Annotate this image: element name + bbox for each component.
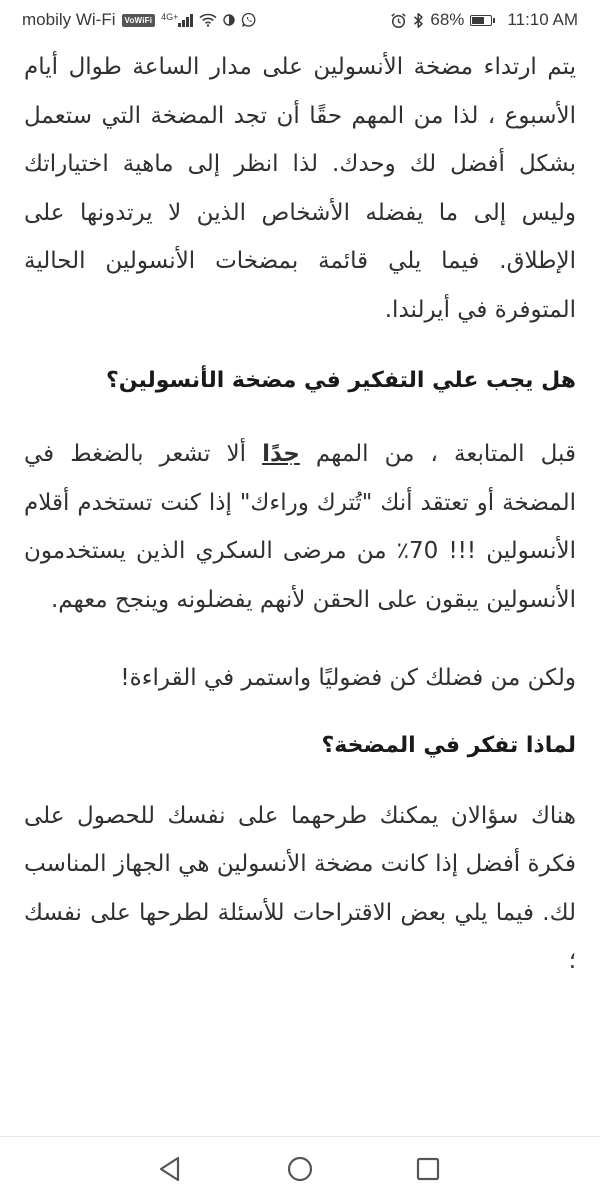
status-bar — [0, 0, 600, 40]
back-button[interactable] — [152, 1151, 188, 1187]
battery-percent: 68% — [430, 10, 465, 29]
whatsapp-icon — [241, 12, 257, 28]
data-saver-icon — [223, 14, 235, 26]
paragraph-text: ألا تشعر بالضغط في المضخة أو تعتقد أنك "تُترك وراءك" إذا كنت تستخدم أقلام الأنسولين !!! 70٪ من مرضى السكري الذين يستخدمون الأنسولين يبقون على الحقن لأنهم يفضلونه وينجح معهم. — [24, 441, 576, 613]
alarm-icon — [390, 12, 407, 29]
emphasis-text: جدًا — [262, 441, 300, 467]
home-button[interactable] — [282, 1151, 318, 1187]
bluetooth-icon — [413, 12, 424, 29]
navigation-bar — [0, 1136, 600, 1201]
back-triangle-icon — [157, 1155, 183, 1183]
recent-square-icon — [415, 1156, 441, 1182]
carrier-label: mobily Wi-Fi — [22, 10, 116, 29]
article-paragraph — [24, 430, 576, 624]
article-paragraph: ولكن من فضلك كن فضوليًا واستمر في القراءة! — [120, 665, 576, 691]
signal-icon — [161, 13, 193, 27]
battery-fill — [472, 17, 484, 24]
recent-apps-button[interactable] — [410, 1151, 446, 1187]
vowifi-badge: VoWiFi — [122, 14, 156, 27]
article-content — [24, 40, 576, 986]
article-paragraph: هناك سؤالان يمكنك طرحهما على نفسك للحصول على فكرة أفضل إذا كانت مضخة الأنسولين هي الجهاز المناسب لك. فيما يلي بعض الاقتراحات للأسئلة لطرحها على نفسك ؛ — [24, 802, 576, 974]
section-heading: لماذا تفكر في المضخة؟ — [321, 732, 576, 758]
clock: 11:10 AM — [507, 10, 578, 29]
status-left — [22, 10, 257, 30]
status-right — [390, 10, 578, 30]
home-circle-icon — [286, 1155, 314, 1183]
article-paragraph: يتم ارتداء مضخة الأنسولين على مدار الساعة طوال أيام الأسبوع ، لذا من المهم حقًا أن تجد المضخة التي ستعمل بشكل أفضل لك وحدك. لذا انظر إلى ماهية اختياراتك وليس إلى ما يفضله الأشخاص الذين لا يرتدونها على الإطلاق. فيما يلي قائمة بمضخات الأنسولين الحالية المتوفرة في أيرلندا. — [24, 54, 576, 323]
battery-icon — [470, 15, 495, 26]
network-type-label: 4G+ — [161, 12, 179, 22]
wifi-icon — [199, 13, 217, 27]
paragraph-text: قبل المتابعة ، من المهم — [299, 441, 576, 467]
section-heading: هل يجب علي التفكير في مضخة الأنسولين؟ — [105, 368, 576, 393]
